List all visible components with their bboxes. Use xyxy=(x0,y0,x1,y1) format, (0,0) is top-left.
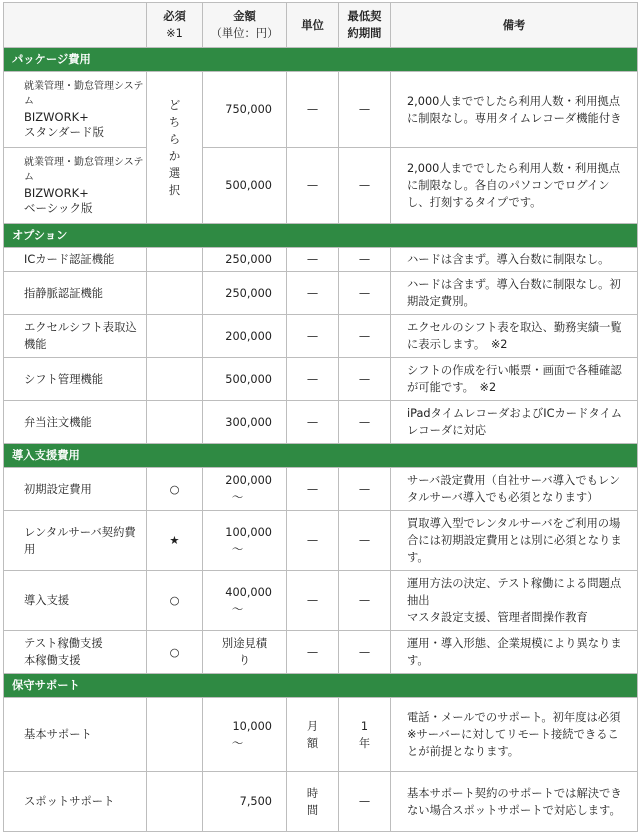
row-note: エクセルのシフト表を取込、勤務実績一覧に表示します。 ※2 xyxy=(391,315,638,358)
required-char: か xyxy=(168,149,181,163)
row-price xyxy=(203,571,287,631)
header-price-label: 金額 xyxy=(233,10,256,23)
row-unit: — xyxy=(287,72,339,148)
row-note: サーバ設定費用（自社サーバ導入でもレンタルサーバ導入でも必須となります） xyxy=(391,468,638,511)
row-unit: — xyxy=(287,248,339,272)
row-name: シフト管理機能 xyxy=(4,358,147,401)
row-unit: — xyxy=(287,358,339,401)
name-line: 就業管理・勤怠管理システ xyxy=(24,80,144,92)
row-unit: — xyxy=(287,631,339,674)
price-value: 10,000 xyxy=(232,719,272,733)
price-tilde: 〜 xyxy=(231,491,244,504)
note-line: マスタ設定支援、管理者間操作教育 xyxy=(407,611,588,624)
row-required xyxy=(147,772,203,832)
row-min-contract: — xyxy=(339,148,391,224)
row-required: ★ xyxy=(147,511,203,571)
header-min-contract-line2: 約期間 xyxy=(347,27,382,40)
required-char: ち xyxy=(168,115,181,129)
name-line: 本稼働支援 xyxy=(24,654,81,667)
name-line: ム xyxy=(24,172,34,183)
row-unit: 時間 xyxy=(287,772,339,832)
row-price xyxy=(203,511,287,571)
row-min-contract: — xyxy=(339,631,391,674)
header-required-label: 必須 xyxy=(163,10,186,23)
row-price xyxy=(203,698,287,772)
row-note: ハードは含まず。導入台数に制限なし。初期設定費別。 xyxy=(391,272,638,315)
table-row xyxy=(4,571,638,631)
note-line: 運用方法の決定、テスト稼働による問題点抽出 xyxy=(407,577,622,607)
row-note: 運用・導入形態、企業規模により異なります。 xyxy=(391,631,638,674)
row-note: 2,000人まででしたら利用人数・利用拠点に制限なし。専用タイムレコーダ機能付き xyxy=(391,72,638,148)
row-price: 250,000 xyxy=(203,272,287,315)
row-required xyxy=(147,698,203,772)
row-name: ICカード認証機能 xyxy=(4,248,147,272)
note-line: ※サーバーに対してリモート接続できることが前提となります。 xyxy=(407,728,619,758)
row-name xyxy=(4,72,147,148)
row-min-contract: — xyxy=(339,571,391,631)
table-row xyxy=(4,272,638,315)
price-tilde: 〜 xyxy=(231,602,244,616)
price-tilde: 〜 xyxy=(231,736,244,750)
name-line: テスト稼働支援 xyxy=(24,637,103,650)
header-notes: 備考 xyxy=(391,3,638,48)
row-note: 基本サポート契約のサポートでは解決できない場合スポットサポートで対応します。 xyxy=(391,772,638,832)
row-note: iPadタイムレコーダおよびICカードタイムレコーダに対応 xyxy=(391,401,638,444)
section-title-option: オプション xyxy=(4,224,638,248)
section-row-package xyxy=(4,48,638,72)
row-min-contract: — xyxy=(339,72,391,148)
header-unit: 単位 xyxy=(287,3,339,48)
row-name xyxy=(4,631,147,674)
row-note: シフトの作成を行い帳票・画面で各種確認が可能です。 ※2 xyxy=(391,358,638,401)
row-required xyxy=(147,401,203,444)
row-name: レンタルサーバ契約費用 xyxy=(4,511,147,571)
required-char: ど xyxy=(168,98,181,112)
row-name xyxy=(4,148,147,224)
row-unit: 月額 xyxy=(287,698,339,772)
row-unit: — xyxy=(287,315,339,358)
row-required xyxy=(147,315,203,358)
section-row-option xyxy=(4,224,638,248)
row-name: 弁当注文機能 xyxy=(4,401,147,444)
section-title-package: パッケージ費用 xyxy=(4,48,638,72)
row-min-contract: — xyxy=(339,358,391,401)
row-min-contract: 1年 xyxy=(339,698,391,772)
section-row-maintenance xyxy=(4,674,638,698)
row-note xyxy=(391,698,638,772)
row-price: 750,000 xyxy=(203,72,287,148)
price-value: 200,000 xyxy=(225,474,272,487)
table-row xyxy=(4,148,638,224)
row-required xyxy=(147,358,203,401)
name-line: 就業管理・勤怠管理システ xyxy=(24,156,144,168)
row-unit: — xyxy=(287,401,339,444)
header-price xyxy=(203,3,287,48)
row-note xyxy=(391,571,638,631)
row-price xyxy=(203,468,287,511)
price-tilde: 〜 xyxy=(231,542,244,556)
note-line: 電話・メールでのサポート。初年度は必須 xyxy=(407,711,621,724)
row-name: エクセルシフト表取込機能 xyxy=(4,315,147,358)
row-unit: — xyxy=(287,148,339,224)
row-price: 250,000 xyxy=(203,248,287,272)
required-char: 選 xyxy=(168,166,181,180)
price-value: 400,000 xyxy=(225,585,272,599)
table-row xyxy=(4,468,638,511)
package-required-cell xyxy=(147,72,203,224)
row-required: ○ xyxy=(147,631,203,674)
row-required: ○ xyxy=(147,571,203,631)
table-row xyxy=(4,698,638,772)
table-row xyxy=(4,401,638,444)
row-min-contract: — xyxy=(339,272,391,315)
row-price: 200,000 xyxy=(203,315,287,358)
price-value: 100,000 xyxy=(225,525,272,539)
name-line: BIZWORK+ xyxy=(24,185,89,200)
header-min-contract-line1: 最低契 xyxy=(347,10,382,23)
row-required: ○ xyxy=(147,468,203,511)
table-row xyxy=(4,631,638,674)
row-unit: — xyxy=(287,571,339,631)
section-title-support: 導入支援費用 xyxy=(4,444,638,468)
table-header-row xyxy=(4,3,638,48)
row-price: 別途見積り xyxy=(203,631,287,674)
row-min-contract: — xyxy=(339,468,391,511)
table-row xyxy=(4,315,638,358)
row-note: 2,000人まででしたら利用人数・利用拠点に制限なし。各自のパソコンでログインし、打刻するタイプです。 xyxy=(391,148,638,224)
name-line: BIZWORK+ xyxy=(24,109,89,124)
row-min-contract: — xyxy=(339,772,391,832)
table-row xyxy=(4,72,638,148)
row-note: 買取導入型でレンタルサーバをご利用の場合には初期設定費用とは別に必須となります。 xyxy=(391,511,638,571)
header-name xyxy=(4,3,147,48)
row-unit: — xyxy=(287,272,339,315)
row-required xyxy=(147,248,203,272)
table-row xyxy=(4,772,638,832)
header-min-contract xyxy=(339,3,391,48)
row-name: スポットサポート xyxy=(4,772,147,832)
row-note: ハードは含まず。導入台数に制限なし。 xyxy=(391,248,638,272)
required-char: 択 xyxy=(168,183,181,197)
name-line: ベーシック版 xyxy=(24,201,93,215)
row-required xyxy=(147,272,203,315)
header-required xyxy=(147,3,203,48)
row-name: 初期設定費用 xyxy=(4,468,147,511)
row-name: 基本サポート xyxy=(4,698,147,772)
row-min-contract: — xyxy=(339,511,391,571)
row-min-contract: — xyxy=(339,401,391,444)
name-line: スタンダード版 xyxy=(24,125,105,139)
table-row xyxy=(4,511,638,571)
row-unit: — xyxy=(287,511,339,571)
row-price: 500,000 xyxy=(203,358,287,401)
row-unit: — xyxy=(287,468,339,511)
row-min-contract: — xyxy=(339,248,391,272)
row-name: 導入支援 xyxy=(4,571,147,631)
row-name: 指静脈認証機能 xyxy=(4,272,147,315)
row-price: 500,000 xyxy=(203,148,287,224)
section-row-support xyxy=(4,444,638,468)
required-char: ら xyxy=(168,132,181,146)
name-line: ム xyxy=(24,96,34,107)
row-price: 300,000 xyxy=(203,401,287,444)
table-row xyxy=(4,248,638,272)
header-price-unit: （単位：円） xyxy=(210,27,279,40)
row-min-contract: — xyxy=(339,315,391,358)
pricing-table xyxy=(3,2,638,832)
table-row xyxy=(4,358,638,401)
row-price: 7,500 xyxy=(203,772,287,832)
header-required-note: ※1 xyxy=(166,27,183,40)
section-title-maintenance: 保守サポート xyxy=(4,674,638,698)
